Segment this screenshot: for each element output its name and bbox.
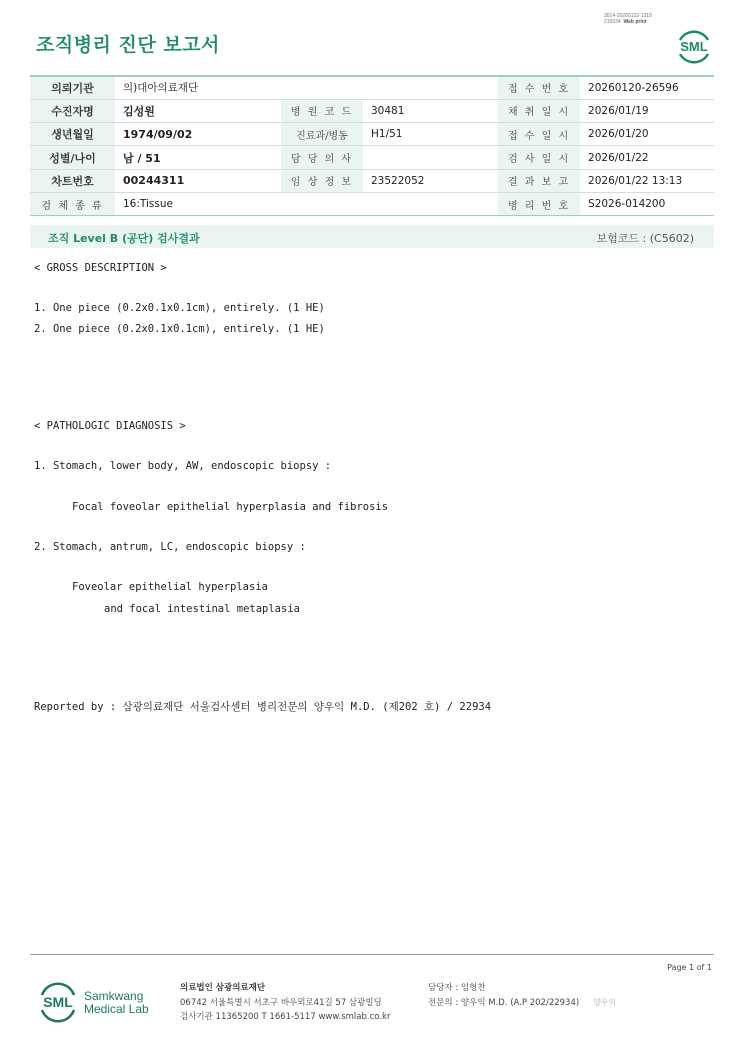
info-row [30,76,714,99]
diagnosis-item: 2. Stomach, antrum, LC, endoscopic biopsy : [34,541,306,553]
pathology-no-label: 병 리 번 호 [498,192,580,215]
clinical-info-value: 23522052 [363,169,498,192]
info-row [30,99,714,122]
diagnosis-result: Foveolar epithelial hyperplasia [72,581,268,593]
sml-logo [37,981,79,1023]
dept-label: 진료과/병동 [281,123,363,146]
diagnosis-result: Focal foveolar epithelial hyperplasia and fibrosis [72,501,389,513]
info-row [30,146,714,169]
birth-label: 생년월일 [30,123,115,146]
specimen-type-label: 검 체 종 류 [30,192,115,215]
hospital-code-label: 병 원 코 드 [281,99,363,122]
receipt-no-value: 20260120-26596 [580,76,714,99]
doctor-value [363,146,498,169]
patient-info-table [30,75,714,216]
logo-text: SML [680,39,708,54]
gross-item: 2. One piece (0.2x0.1x0.1cm), entirely. (1 HE) [34,323,325,335]
print-id: 3014-20260122-1318 [604,13,652,19]
signature: 양우익 [593,997,617,1007]
result-report-label: 결 과 보 고 [498,169,580,192]
org-contact: 검사기관 11365200 T 1661-5117 www.smlab.co.kr [180,1012,391,1022]
staff-info [428,981,616,1010]
sex-age-label: 성별/나이 [30,146,115,169]
collection-date-value: 2026/01/19 [580,99,714,122]
brand-line: Samkwang [84,989,144,1003]
test-date-value: 2026/01/22 [580,146,714,169]
request-org-value: 의)대아의료재단 [115,76,498,99]
sml-logo [674,26,714,66]
brand-name [84,990,149,1016]
doctor-label: 담 당 의 사 [281,146,363,169]
diagnosis-heading: < PATHOLOGIC DIAGNOSIS > [34,420,186,432]
pathology-no-value: S2026-014200 [580,192,714,215]
org-address: 06742 서울특별시 서초구 바우뫼로41길 57 삼광빌딩 [180,997,382,1008]
patient-name-label: 수진자명 [30,99,115,122]
reported-by: Reported by : 삼광의료재단 서울검사센터 병리전문의 양우익 M.D. (제202 호) / 22934 [34,701,492,713]
receipt-date-label: 접 수 일 시 [498,123,580,146]
gross-item: 1. One piece (0.2x0.1x0.1cm), entirely. (1 HE) [34,302,325,314]
org-name: 의료법인 삼광의료재단 [180,983,266,993]
diagnosis-result: and focal intestinal metaplasia [104,603,300,615]
info-row [30,192,714,215]
brand-line: Medical Lab [84,1002,149,1016]
manager: 담당자 : 임형찬 [428,983,486,993]
footer-divider [30,954,714,955]
chart-no-label: 차트번호 [30,169,115,192]
logo-text: SML [43,994,73,1010]
clinical-info-label: 임 상 정 보 [281,169,363,192]
section-title: 조직 Level B (공단) 검사결과 [48,232,200,245]
specialist: 전문의 : 양우익 M.D. (A.P 202/22934) [428,997,580,1008]
insurance-code: 보험코드 : (C5602) [596,232,694,245]
chart-no-value: 00244311 [115,169,281,192]
specimen-type-value: 16:Tissue [115,192,498,215]
print-code: 210034 [604,19,621,25]
report-title: 조직병리 진단 보고서 [36,34,220,56]
web-print-label: Web print [623,19,647,25]
result-section-bar [30,225,714,248]
print-metadata [604,13,652,25]
birth-value: 1974/09/02 [115,123,281,146]
hospital-code-value: 30481 [363,99,498,122]
gross-heading: < GROSS DESCRIPTION > [34,262,167,274]
dept-value: H1/51 [363,123,498,146]
test-date-label: 검 사 일 시 [498,146,580,169]
info-row [30,169,714,192]
info-row [30,123,714,146]
receipt-no-label: 접 수 번 호 [498,76,580,99]
request-org-label: 의뢰기관 [30,76,115,99]
organization-info [180,981,390,1025]
page-number: Page 1 of 1 [667,963,712,972]
diagnosis-item: 1. Stomach, lower body, AW, endoscopic biopsy : [34,460,332,472]
patient-name-value: 김성원 [115,99,281,122]
result-report-value: 2026/01/22 13:13 [580,169,714,192]
receipt-date-value: 2026/01/20 [580,123,714,146]
sex-age-value: 남 / 51 [115,146,281,169]
collection-date-label: 채 취 일 시 [498,99,580,122]
